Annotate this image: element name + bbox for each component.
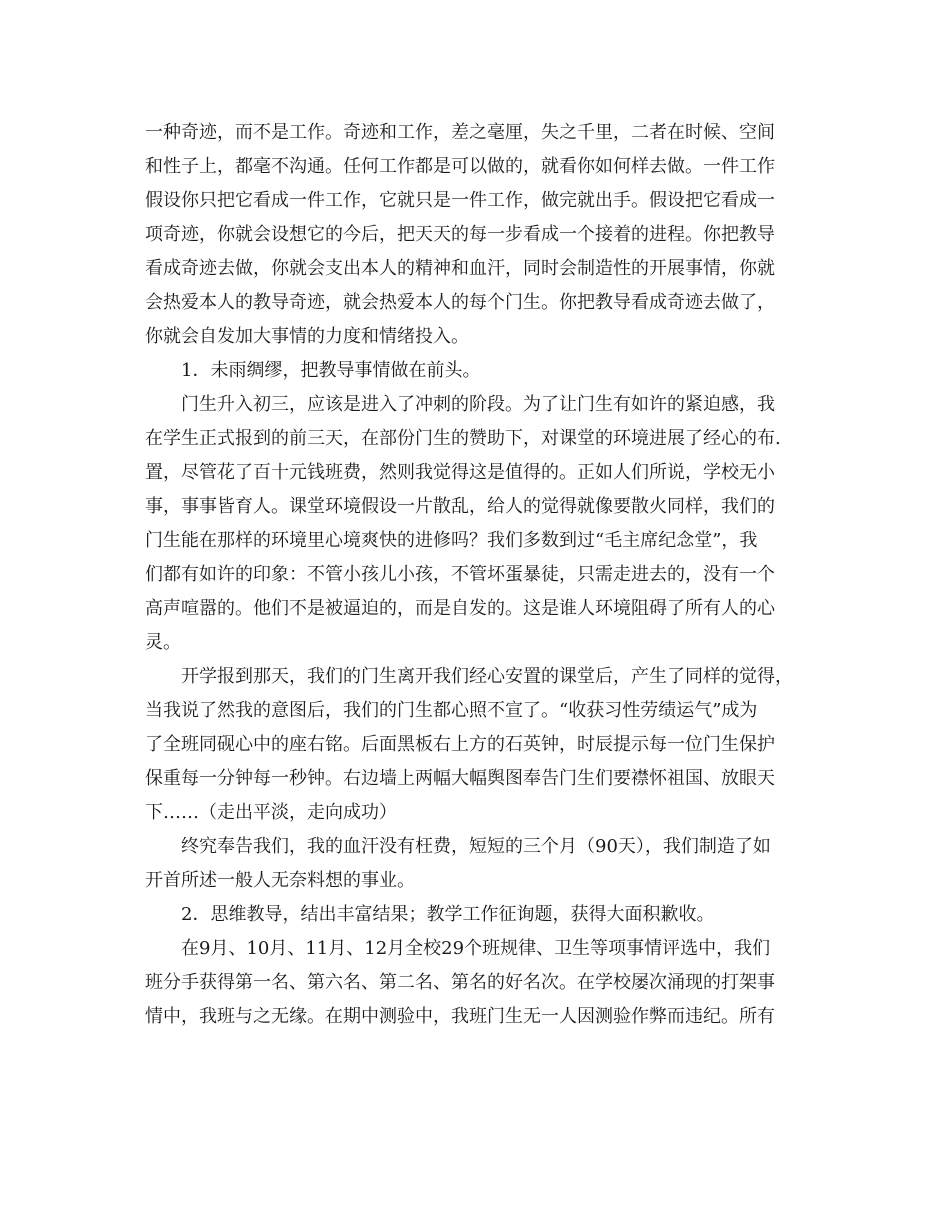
text-line: 下……（走出平淡，走向成功） — [145, 802, 397, 823]
text-line: 开学报到那天，我们的门生离开我们经心安置的课堂后，产生了同样的觉得， — [181, 666, 793, 687]
text-line: 门生能在那样的环境里心境爽快的进修吗？我们多数到过“毛主席纪念堂”，我 — [145, 530, 758, 551]
text-line: 开首所述一般人无奈料想的事业。 — [145, 870, 415, 891]
text-line: 在学生正式报到的前三天，在部份门生的赞助下，对课堂的环境进展了经心的布. — [145, 428, 781, 449]
text-line: 2．思维教导，结出丰富结果；教学工作征询题，获得大面积歉收。 — [181, 904, 715, 925]
text-line: 项奇迹，你就会设想它的今后，把天天的每一步看成一个接着的进程。你把教导 — [145, 224, 775, 245]
text-line: 1．未雨绸缪，把教导事情做在前头。 — [181, 360, 481, 381]
text-line: 你就会自发加大事情的力度和情绪投入。 — [145, 326, 469, 347]
text-line: 了全班同砚心中的座右铭。后面黑板右上方的石英钟，时辰提示每一位门生保护 — [145, 734, 775, 755]
text-line: 们都有如许的印象：不管小孩儿小孩，不管坏蛋暴徒，只需走进去的，没有一个 — [145, 564, 775, 585]
text-line: 保重每一分钟每一秒钟。右边墙上两幅大幅舆图奉告门生们要襟怀祖国、放眼天 — [145, 768, 775, 789]
text-line: 灵。 — [145, 632, 181, 653]
text-line: 和性子上，都毫不沟通。任何工作都是可以做的，就看你如何样去做。一件工作 — [145, 156, 775, 177]
text-line: 高声喧嚣的。他们不是被逼迫的，而是自发的。这是谁人环境阻碍了所有人的心 — [145, 598, 775, 619]
text-line: 置，尽管花了百十元钱班费，然则我觉得这是值得的。正如人们所说，学校无小 — [145, 462, 775, 483]
text-line: 看成奇迹去做，你就会支出本人的精神和血汗，同时会制造性的开展事情，你就 — [145, 258, 775, 279]
text-line: 终究奉告我们，我的血汗没有枉费，短短的三个月（90天），我们制造了如 — [181, 836, 771, 857]
text-line: 事，事事皆育人。课堂环境假设一片散乱，给人的觉得就像要散火同样，我们的 — [145, 496, 775, 517]
text-line: 假设你只把它看成一件工作，它就只是一件工作，做完就出手。假设把它看成一 — [145, 190, 775, 211]
text-line: 会热爱本人的教导奇迹，就会热爱本人的每个门生。你把教导看成奇迹去做了， — [145, 292, 775, 313]
text-line: 班分手获得第一名、第六名、第二名、第名的好名次。在学校屡次涌现的打架事 — [145, 972, 775, 993]
text-line: 在9月、10月、11月、12月全校29个班规律、卫生等项事情评选中，我们 — [181, 938, 771, 959]
text-line: 门生升入初三，应该是进入了冲刺的阶段。为了让门生有如许的紧迫感，我 — [181, 394, 775, 415]
body-text — [145, 116, 825, 1034]
text-line: 当我说了然我的意图后，我们的门生都心照不宣了。“收获习性劳绩运气”成为 — [145, 700, 758, 721]
text-line: 一种奇迹，而不是工作。奇迹和工作，差之毫厘，失之千里，二者在时候、空间 — [145, 122, 775, 143]
text-line: 情中，我班与之无缘。在期中测验中，我班门生无一人因测验作弊而违纪。所有 — [145, 1006, 775, 1027]
